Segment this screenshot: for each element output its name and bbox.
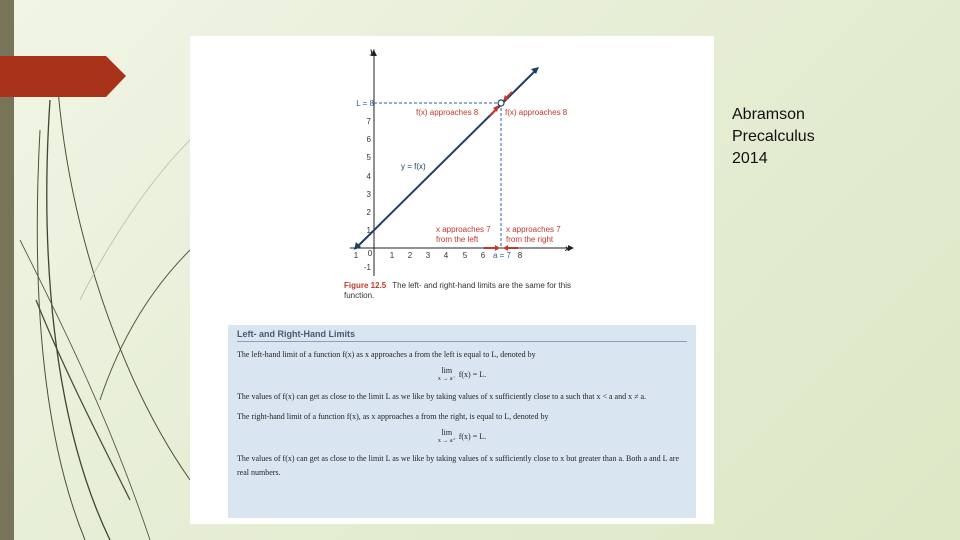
left-approach-label: f(x) approaches 8 xyxy=(416,108,479,117)
x-tick-label: 8 xyxy=(517,251,523,260)
y-tick-label: 3 xyxy=(366,190,371,199)
x-right-label-line2: from the right xyxy=(506,235,554,244)
attribution-author: Abramson xyxy=(732,106,805,123)
x-tick-label: 3 xyxy=(425,251,431,260)
figure-label: Figure 12.5 xyxy=(344,281,387,290)
x-tick-label: 4 xyxy=(443,251,449,260)
lim-subscript: x → a⁺ xyxy=(437,438,456,444)
accent-arrow-tab xyxy=(0,56,126,97)
x-axis-label: x xyxy=(565,244,570,253)
attribution-year: 2014 xyxy=(732,150,768,167)
function-line xyxy=(356,70,536,248)
left-hand-definition: The left-hand limit of a function f(x) as x approaches a from the left is equal to L, denoted by xyxy=(237,350,536,359)
y-tick-label: -1 xyxy=(363,263,371,272)
x-tick-label: 1 xyxy=(353,251,359,260)
figure-caption xyxy=(344,281,584,301)
x-left-label-line1: x approaches 7 xyxy=(436,225,491,234)
x-left-label-line2: from the left xyxy=(436,235,479,244)
attribution xyxy=(732,104,815,170)
y-tick-label: 1 xyxy=(366,226,371,235)
function-label: y = f(x) xyxy=(401,162,426,171)
y-tick-label: 6 xyxy=(366,135,371,144)
x-tick-label: 5 xyxy=(462,251,468,260)
lim-operator: lim x → a⁻ xyxy=(437,366,456,382)
left-hand-formula xyxy=(237,366,687,384)
left-hand-values-text: The values of f(x) can get as close to the limit L as we like by taking values of x sufficiently close to a such that x < a and x ≠ a. xyxy=(237,392,647,401)
x-tick-label: 6 xyxy=(480,251,486,260)
figure-card xyxy=(190,36,714,524)
a-label: a = 7 xyxy=(492,251,512,260)
y-tick-label: 5 xyxy=(366,153,371,162)
y-tick-label: 7 xyxy=(366,117,371,126)
right-approach-label: f(x) approaches 8 xyxy=(505,108,568,117)
lim-operator: lim x → a⁺ xyxy=(437,428,456,444)
x-right-label-line1: x approaches 7 xyxy=(506,225,561,234)
attribution-title: Precalculus xyxy=(732,128,815,145)
right-hand-formula xyxy=(237,428,687,446)
y-tick-label: 2 xyxy=(366,208,371,217)
x-tick-label: 1 xyxy=(389,251,395,260)
y-tick-label: L = 8 xyxy=(356,99,374,108)
y-tick-label: 4 xyxy=(366,172,371,181)
lim-subscript: x → a⁻ xyxy=(437,376,456,382)
definition-box xyxy=(228,325,696,518)
formula-text: f(x) = L. xyxy=(458,431,487,441)
right-hand-values-text: The values of f(x) can get as close to the limit L as we like by taking values of x sufficiently close to x but greater than a. Both a and L are real numbers. xyxy=(237,454,680,477)
figure-caption-text: The left- and right-hand limits are the same for this function. xyxy=(344,281,571,300)
formula-text: f(x) = L. xyxy=(458,369,487,379)
definition-title: Left- and Right-Hand Limits xyxy=(237,329,687,342)
x-tick-label: 2 xyxy=(407,251,413,260)
origin-label: 0 xyxy=(367,249,373,258)
y-axis-label: y xyxy=(370,47,375,56)
limit-graph xyxy=(190,36,714,286)
right-hand-definition: The right-hand limit of a function f(x), as x approaches a from the right, is equal to L, denoted by xyxy=(237,412,549,421)
